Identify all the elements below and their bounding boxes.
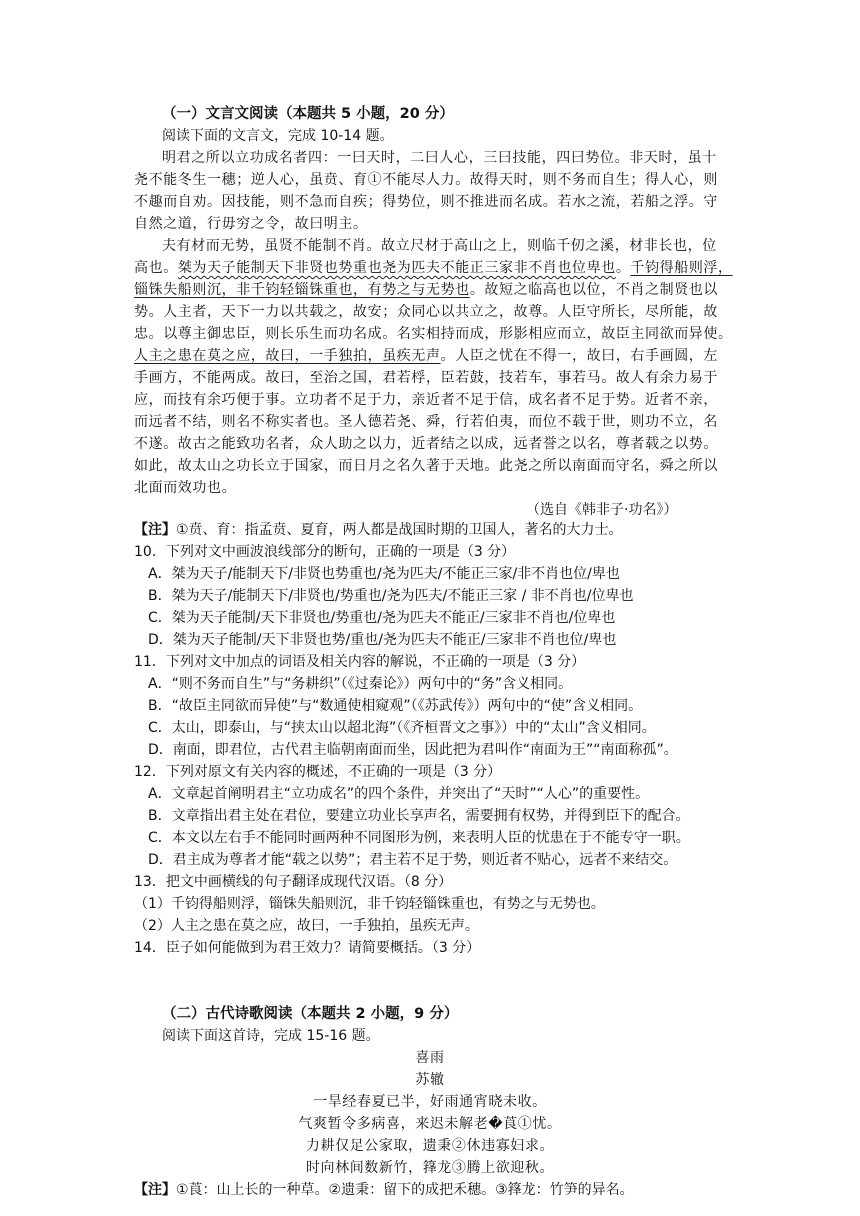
option-b: B．桀为天子/能制天下/非贤也/势重也/尧为匹夫/不能正三家 / 非不肖也/位卑也 <box>148 588 634 604</box>
passage-line: 北面而效功也。 <box>134 480 237 496</box>
passage-line: 夫有材而无势，虽贤不能制不肖。故立尺材于高山之上，则临千仞之溪，材非长也，位 <box>162 238 717 254</box>
underlined-sentence-2: 人主之患在莫之应，故曰，一手独拍，虽疾无声 <box>134 348 441 364</box>
passage-line: 势。人主者，天下一力以共载之，故安；众同心以共立之，故尊。人臣守所长，尽所能，故 <box>134 304 718 320</box>
question-stem: 12．下列对原文有关内容的概述，不正确的一项是（3 分） <box>134 764 502 780</box>
note-label: 【注】 <box>134 1182 176 1198</box>
passage-line: 应，而技有余巧便于事。立功者不足于力，亲近者不足于信，成名者不足于势。近者不亲， <box>134 392 718 408</box>
option-b: B．文章指出君主处在君位，要建立功业长享声名，需要拥有权势，并得到臣下的配合。 <box>148 808 690 824</box>
question-stem: 13．把文中画横线的句子翻译成现代汉语。（8 分） <box>134 874 453 890</box>
option-b: B．“故臣主同欲而异使”与“数通使相窥观”（《苏武传》）两句中的“使”含义相同。 <box>148 698 643 714</box>
passage-line: 自然之道，行毋穷之令，故曰明主。 <box>134 216 368 232</box>
option-a: A．“则不务而自生”与“务耕织”（《过秦论》）两句中的“务”含义相同。 <box>148 676 573 692</box>
note-text: ①莨：山上长的一种草。②遗秉：留下的成把禾穗。③箨龙：竹笋的异名。 <box>176 1182 634 1198</box>
passage-line: 尧不能冬生一穗；逆人心，虽贲、育①不能尽人力。故得天时，则不务而自生；得人心，则 <box>134 172 718 188</box>
passage-line: 不遂。故古之能致功名者，众人助之以力，近者结之以成，远者誉之以名，尊者载之以势。 <box>134 436 718 452</box>
poem-footnote <box>134 1180 634 1200</box>
underlined-sentence-1a: 千钧得船则浮， <box>630 260 733 276</box>
option-c: C．本文以左右手不能同时画两种不同图形为例，来表明人臣的忧患在于不能专守一职。 <box>148 830 690 846</box>
passage-text: 。故短之临高也以位，不肖之制贤也以 <box>469 282 719 298</box>
passage-text: 。人臣之忧在不得一，故曰，右手画圆，左 <box>440 348 719 364</box>
passage-line: 手画方，不能两成。故曰，至治之国，君若桴，臣若鼓，技若车，事若马。故人有余力易于 <box>134 370 718 386</box>
note-text: ①贲、育：指孟贲、夏育，两人都是战国时期的卫国人，著名的大力士。 <box>176 522 623 538</box>
translation-item: （1）千钧得船则浮，锱铢失船则沉，非千钧轻锱铢重也，有势之与无势也。 <box>134 896 605 912</box>
poem-author: 苏辙 <box>415 1072 445 1088</box>
note-label: 【注】 <box>134 522 176 538</box>
option-d: D．桀为天子能制/天下非贤也势/重也/尧为匹夫不能正/三家非不肖也位/卑也 <box>148 632 617 648</box>
passage-line <box>134 280 718 300</box>
poem-title: 喜雨 <box>415 1050 445 1066</box>
option-c: C．太山，即泰山，与“挟太山以超北海”（《齐桓晋文之事》）中的“太山”含义相同。 <box>148 720 656 736</box>
underlined-sentence-1b: 锱铢失船则沉，非千钧轻锱铢重也，有势之与无势也 <box>134 282 470 298</box>
passage-line: 不趣而自劝。因技能，则不急而自疾；得势位，则不推进而名成。若水之流，若船之浮。守 <box>134 194 718 210</box>
question-14: 14．臣子如何能做到为君王效力？请简要概括。（3 分） <box>134 940 481 956</box>
poem-line: 时向林间数新竹，箨龙③腾上欲迎秋。 <box>305 1160 555 1176</box>
passage-line: 明君之所以立功成名者四：一曰天时，二曰人心，三曰技能，四曰势位。非天时，虽十 <box>162 150 717 166</box>
footnote <box>134 520 623 540</box>
option-a: A．文章起首阐明君主“立功成名”的四个条件，并突出了“天时”“人心”的重要性。 <box>148 786 650 802</box>
passage-text: 高也。 <box>134 260 178 276</box>
section2-instruction: 阅读下面这首诗，完成 15-16 题。 <box>162 1028 380 1044</box>
poem-line: 气爽暂令多病喜，来迟未解老�莨①忧。 <box>298 1116 562 1132</box>
section1-heading: （一）文言文阅读（本题共 5 小题，20 分） <box>162 106 454 122</box>
question-stem: 10．下列对文中画波浪线部分的断句，正确的一项是（3 分） <box>134 544 516 560</box>
passage-source: （选自《韩非子·功名》） <box>526 502 678 518</box>
passage-line <box>134 346 718 366</box>
section2-heading: （二）古代诗歌阅读（本题共 2 小题，9 分） <box>162 1006 459 1022</box>
passage-line <box>134 258 733 278</box>
option-c: C．桀为天子能制/天下非贤也/势重也/尧为匹夫不能正/三家非不肖也/位卑也 <box>148 610 616 626</box>
section1-instruction: 阅读下面的文言文，完成 10-14 题。 <box>162 128 394 144</box>
passage-line: 忠。以尊主御忠臣，则长乐生而功名成。名实相持而成，形影相应而立，故臣主同欲而异使。 <box>134 326 733 342</box>
translation-item: （2）人主之患在莫之应，故曰，一手独拍，虽疾无声。 <box>134 918 479 934</box>
wavy-underlined-sentence: 桀为天子能制天下非贤也势重也尧为匹夫不能正三家非不肖也位卑也 <box>177 260 616 276</box>
option-d: D．君主成为尊者才能“载之以势”；君主若不足于势，则近者不贴心，远者不来结交。 <box>148 852 678 868</box>
poem-line: 力耕仅足公家取，遗秉②休违寡妇求。 <box>305 1138 555 1154</box>
option-d: D．南面，即君位，古代君主临朝南面而坐，因此把为君叫作“南面为王”“南面称孤”。 <box>148 742 678 758</box>
passage-text: 。 <box>615 260 631 276</box>
passage-line: 如此，故太山之功长立于国家，而日月之名久著于天地。此尧之所以南面而守名，舜之所以 <box>134 458 718 474</box>
question-stem: 11．下列对文中加点的词语及相关内容的解说，不正确的一项是（3 分） <box>134 654 586 670</box>
passage-line: 而远者不结，则名不称实者也。圣人德若尧、舜，行若伯夷，而位不载于世，则功不立，名 <box>134 414 718 430</box>
poem-line: 一旱经春夏已半，好雨通宵晓未收。 <box>313 1094 547 1110</box>
option-a: A．桀为天子/能制天下/非贤也势重也/尧为匹夫/不能正三家/非不肖也位/卑也 <box>148 566 620 582</box>
